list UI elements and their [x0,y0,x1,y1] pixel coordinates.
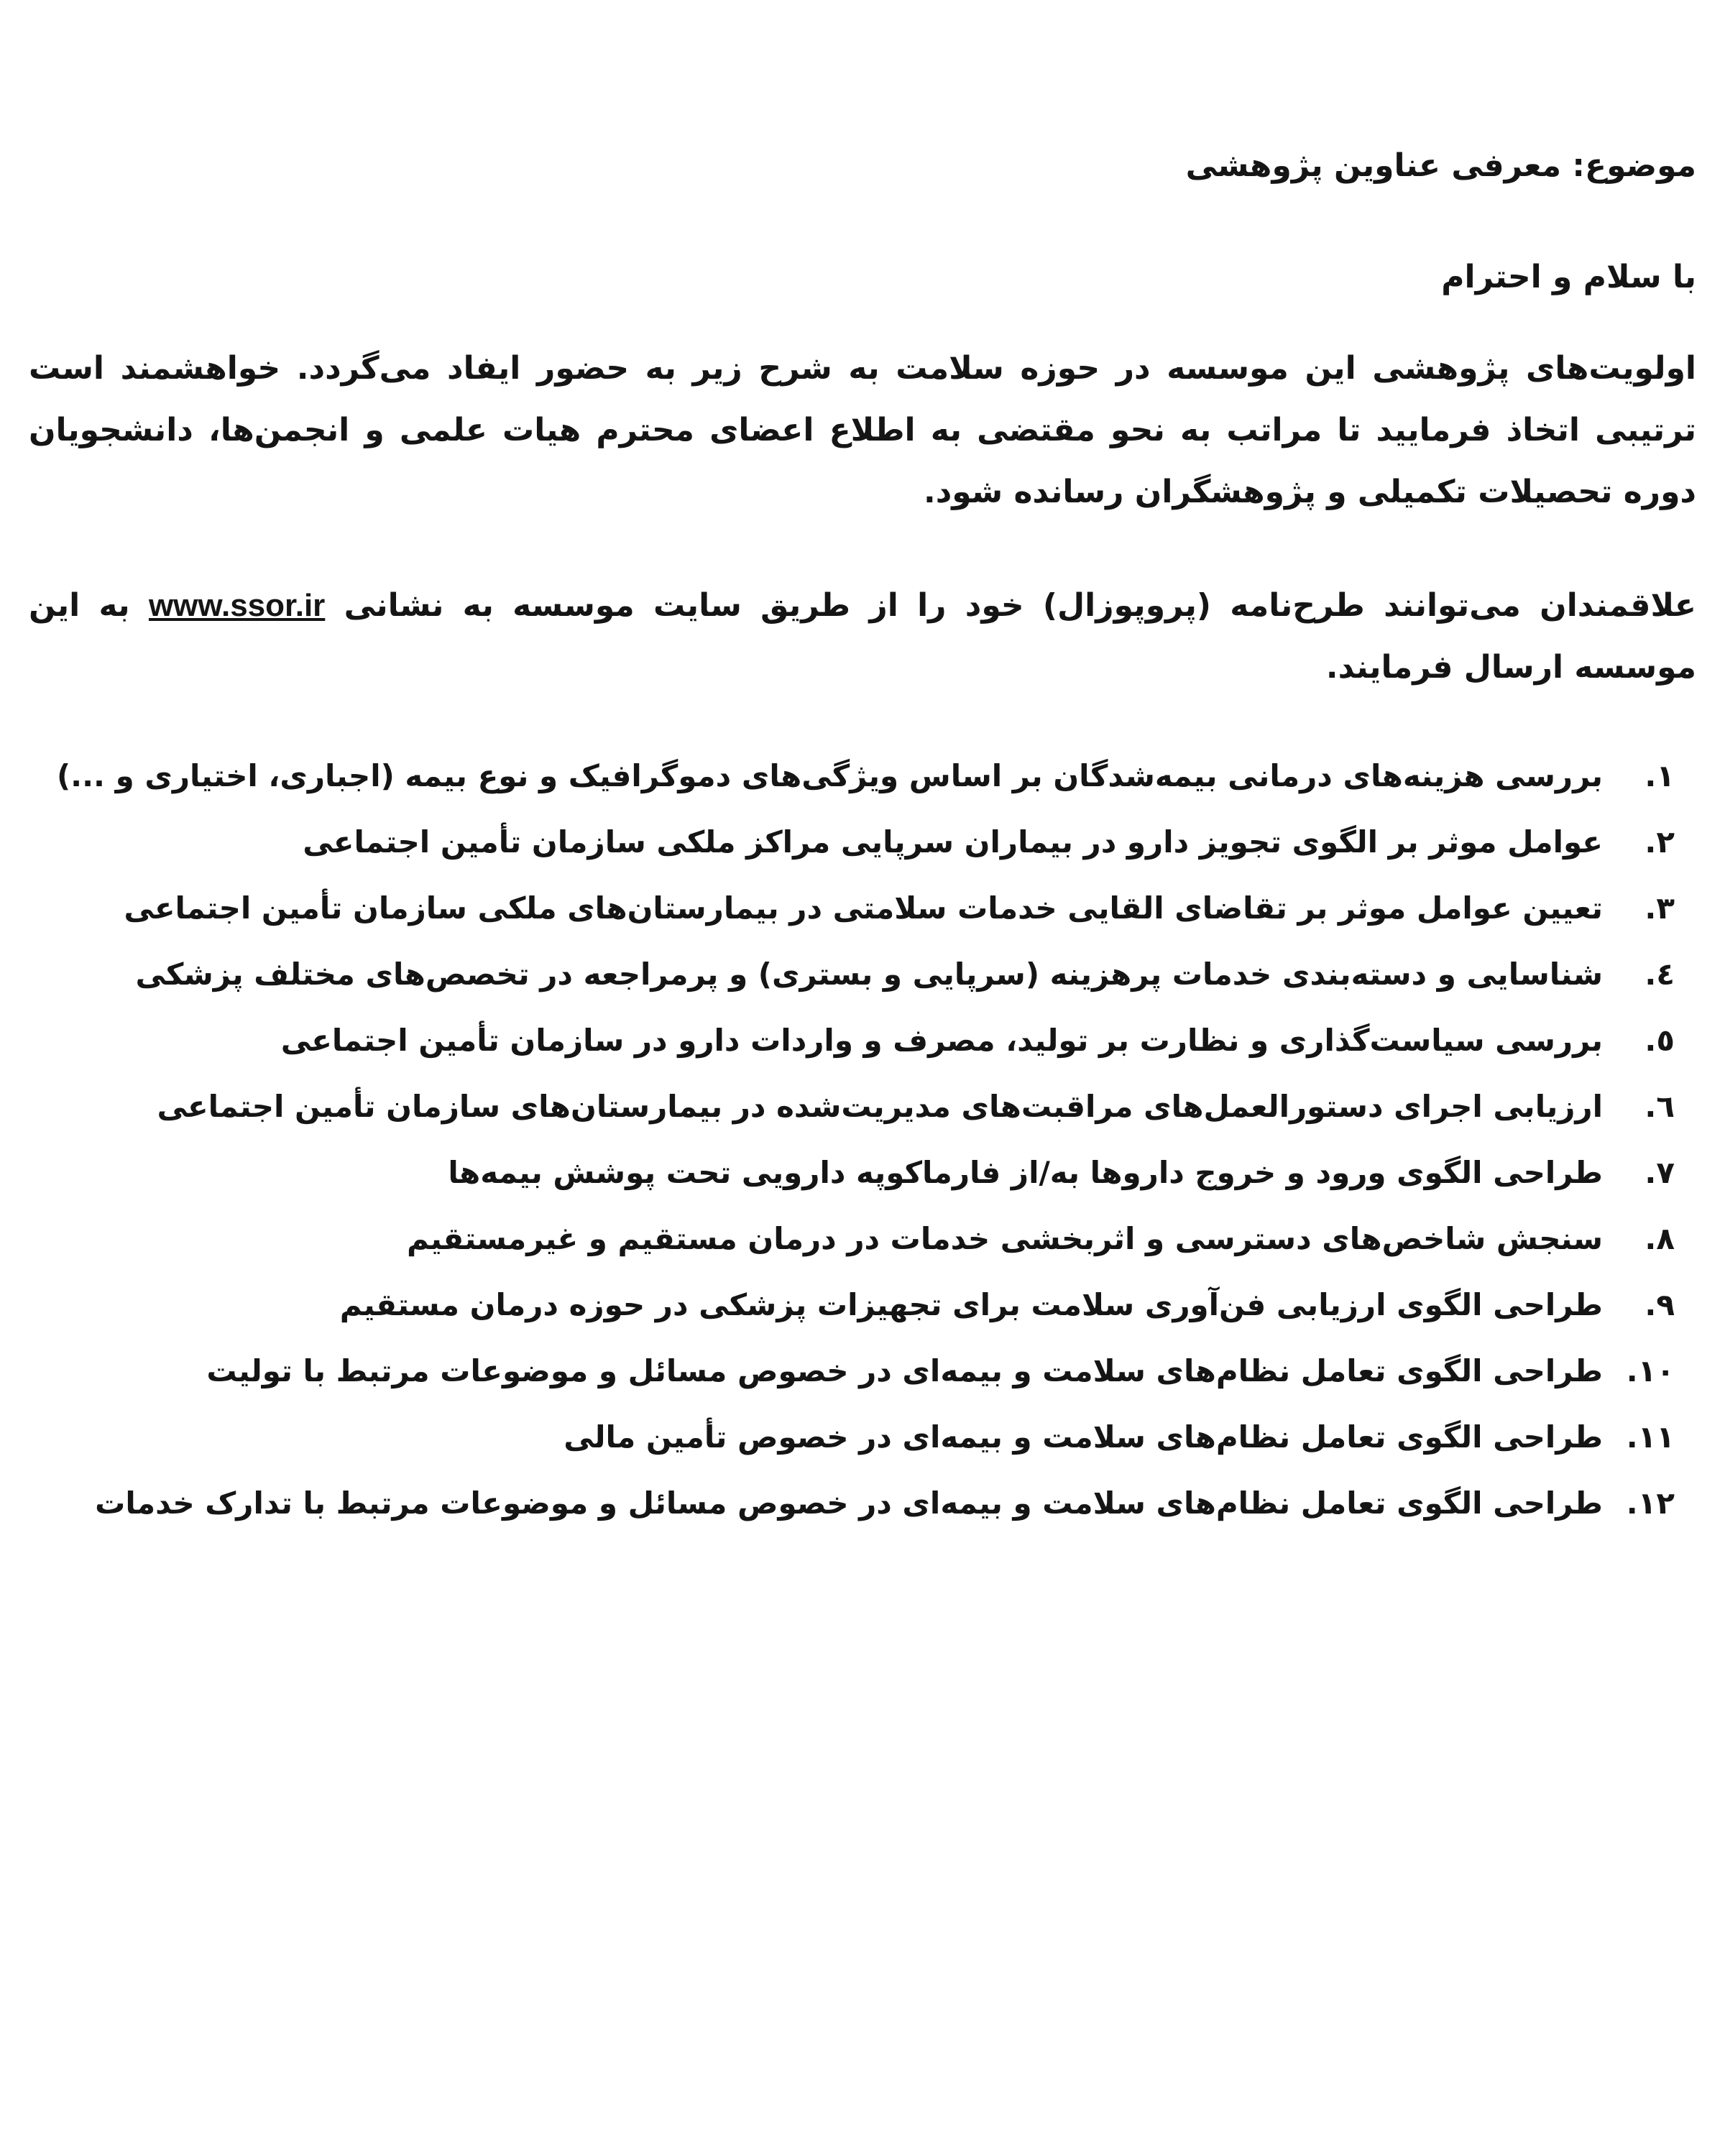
topic-item [22,1485,1675,1552]
topic-number: ۱۰. [1626,1353,1675,1388]
submission-text-before: علاقمندان می‌توانند طرح‌نامه (پروپوزال) خود را از طریق سایت موسسه به نشانی [344,587,1696,624]
topic-item [22,1089,1675,1155]
topic-number: ۱۲. [1626,1485,1675,1521]
topic-item [22,1353,1675,1419]
topic-number: ۳. [1644,890,1675,926]
research-topics-list [22,758,1675,1552]
topic-text: بررسی هزینه‌های درمانی بیمه‌شدگان بر اساس ویژگی‌های دموگرافیک و نوع بیمه (اجباری، اختیاری و ...) [56,758,1603,793]
topic-text: تعیین عوامل موثر بر تقاضای القایی خدمات سلامتی در بیمارستان‌های ملکی سازمان تأمین اجتماعی [124,890,1603,926]
topic-item [22,758,1675,824]
topic-number: ۹. [1644,1287,1675,1322]
topic-item [22,824,1675,890]
topic-item [22,1023,1675,1089]
topic-item [22,890,1675,957]
topic-number: ۱. [1644,758,1675,793]
topic-number: ۷. [1644,1155,1675,1190]
topic-text: طراحی الگوی ورود و خروج داروها به/از فارماکوپه دارویی تحت پوشش بیمه‌ها [448,1155,1603,1190]
topic-text: طراحی الگوی تعامل نظام‌های سلامت و بیمه‌ای در خصوص مسائل و موضوعات مرتبط با تولیت [206,1353,1603,1388]
topic-number: ٥. [1644,1023,1675,1058]
topic-item [22,1287,1675,1353]
topic-text: بررسی سیاست‌گذاری و نظارت بر تولید، مصرف و واردات دارو در سازمان تأمین اجتماعی [280,1023,1603,1058]
topic-text: طراحی الگوی تعامل نظام‌های سلامت و بیمه‌ای در خصوص مسائل و موضوعات مرتبط با تدارک خدمات [95,1485,1603,1521]
topic-number: ٦. [1644,1089,1675,1124]
topic-text: طراحی الگوی ارزیابی فن‌آوری سلامت برای تجهیزات پزشکی در حوزه درمان مستقیم [339,1287,1603,1322]
letter-subject: موضوع: معرفی عناوین پژوهشی [1185,147,1696,184]
topic-text: عوامل موثر بر الگوی تجویز دارو در بیماران سرپایی مراکز ملکی سازمان تأمین اجتماعی [303,824,1603,860]
topic-text: سنجش شاخص‌های دسترسی و اثربخشی خدمات در درمان مستقیم و غیرمستقیم [407,1221,1603,1256]
topic-number: ٤. [1644,957,1675,992]
letter-greeting: با سلام و احترام [1441,259,1696,295]
topic-text: شناسایی و دسته‌بندی خدمات پرهزینه (سرپایی و بستری) و پرمراجعه در تخصص‌های مختلف پزشکی [135,957,1603,992]
topic-number: ۸. [1644,1221,1675,1256]
submission-text-after: به این موسسه ارسال فرمایند. [29,587,1696,686]
intro-paragraph: اولویت‌های پژوهشی این موسسه در حوزه سلامت به شرح زیر به حضور ایفاد می‌گردد. خواهشمند است ترتیبی اتخاذ فرمایید تا مراتب به نحو مقتضی به اطلاع اعضای محترم هیات علمی و انجمن‌ها، دانشجویان دوره تحصیلات تکمیلی و پژوهشگران رسانده شود. [29,350,1696,510]
topic-item [22,1221,1675,1287]
topic-number: ۲. [1644,824,1675,860]
website-link[interactable]: www.ssor.ir [148,588,326,623]
topic-text: طراحی الگوی تعامل نظام‌های سلامت و بیمه‌ای در خصوص تأمین مالی [564,1419,1603,1455]
topic-item [22,1419,1675,1485]
topic-number: ۱۱. [1626,1419,1675,1455]
topic-text: ارزیابی اجرای دستورالعمل‌های مراقبت‌های مدیریت‌شده در بیمارستان‌های سازمان تأمین اجتماعی [157,1089,1603,1124]
submission-paragraph [29,575,1696,699]
topic-item [22,1155,1675,1221]
topic-item [22,957,1675,1023]
